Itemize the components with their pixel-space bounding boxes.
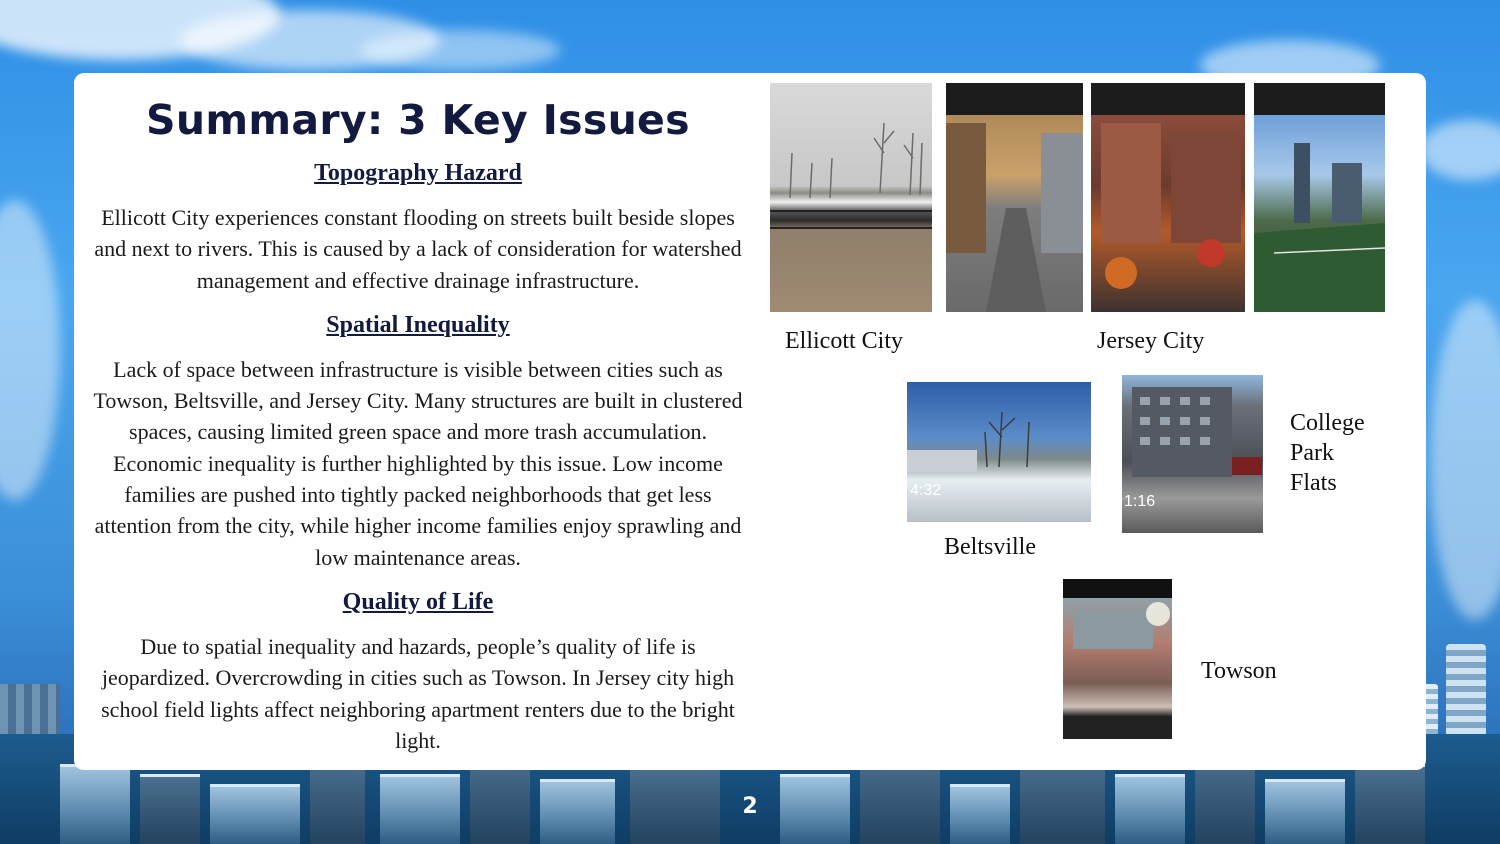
photo-towson [1063,579,1172,739]
caption-beltsville: Beltsville [944,534,1036,560]
para-quality-of-life: Due to spatial inequality and hazards, people’s quality of life is jeopardized. Overcrowding in cities such as Towson. In Jersey city high school field lights affect neighboring apartment renters due to the bright light. [101,633,735,753]
caption-towson: Towson [1201,658,1277,684]
photo-college-park-flats [1122,375,1263,533]
summary-text-column [84,158,752,770]
heading-quality-of-life: Quality of Life [342,588,494,615]
para-spatial-inequality: Lack of space between infrastructure is visible between cities such as Towson, Beltsville, and Jersey City. Many structures are built in clustered spaces, causing limited green space and more trash accumulation. Economic inequality is further highlighted by this issue. Low income families are pushed into tightly packed neighborhoods that get less attention from the city, while higher income families enjoy sprawling and low maintenance areas. [93,356,743,570]
heading-topography-hazard: Topography Hazard [314,160,522,186]
para-topography-hazard: Ellicott City experiences constant flooding on streets built beside slopes and next to rivers. This is caused by a lack of consideration for watershed management and effective drainage infrastructure. [94,205,742,293]
heading-spatial-inequality: Spatial Inequality [326,311,510,338]
photo-jersey-city-street [946,83,1083,312]
caption-ellicott-city: Ellicott City [785,328,903,354]
photo-jersey-city-field [1254,83,1385,312]
photo-ellicott-city [770,83,932,312]
photo-beltsville [907,382,1091,522]
photo-timestamp-college-park: 1:16 [1124,493,1156,510]
caption-college-park-flats: College Park Flats [1290,410,1365,496]
photo-jersey-city-brownstones [1091,83,1245,312]
slide-title: Summary: 3 Key Issues [146,96,690,144]
photo-timestamp-beltsville: 4:32 [910,482,942,499]
caption-jersey-city: Jersey City [1097,328,1205,354]
page-number: 2 [742,794,758,819]
